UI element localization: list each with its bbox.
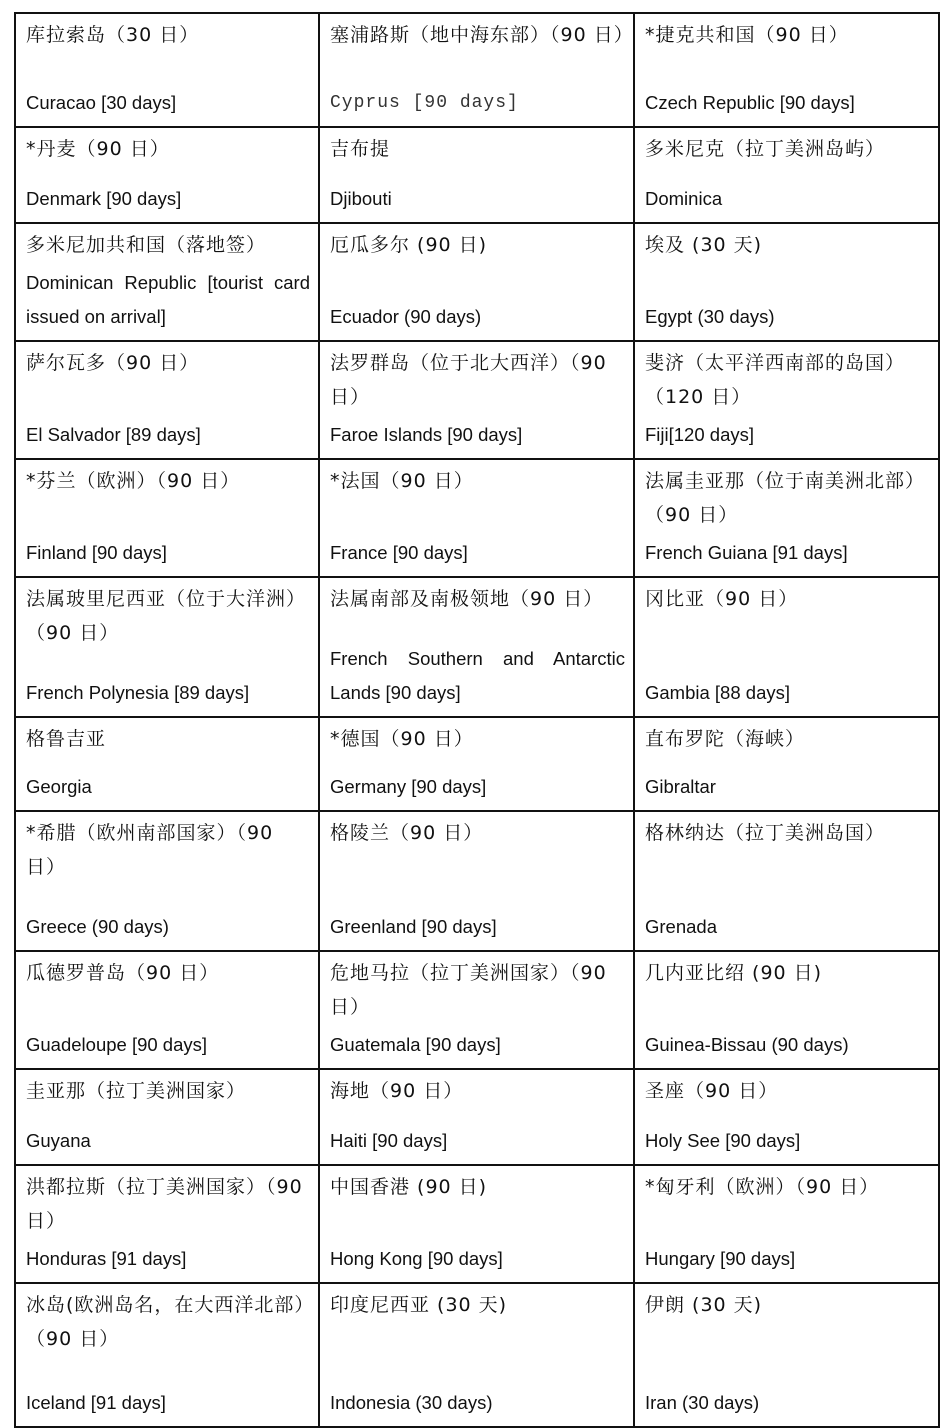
country-name-chinese: 洪都拉斯（拉丁美洲国家）（90 日） (26, 1176, 303, 1232)
country-name-chinese: 吉布提 (330, 138, 391, 160)
cell-content (635, 718, 938, 810)
table-row (15, 577, 939, 717)
country-name-chinese: 伊朗 (30 天) (645, 1294, 763, 1316)
cell-content (635, 14, 938, 126)
country-cell (634, 13, 939, 127)
country-cell (319, 951, 634, 1069)
country-cell (319, 1283, 634, 1427)
country-name-chinese: 埃及 (30 天) (645, 234, 763, 256)
table-row (15, 1069, 939, 1165)
country-name-english: French Southern and Antarctic Lands [90 days] (330, 648, 625, 703)
country-cell (319, 717, 634, 811)
country-name-english: Djibouti (330, 188, 392, 209)
table-body (15, 13, 939, 1427)
country-name-english: Guyana (26, 1130, 91, 1151)
country-cell (319, 127, 634, 223)
country-name-english: Denmark [90 days] (26, 188, 182, 209)
country-cell (319, 459, 634, 577)
table-row (15, 811, 939, 951)
cell-content (635, 460, 938, 576)
country-name-chinese: 多米尼克（拉丁美洲岛屿） (645, 138, 886, 160)
country-name-english: Egypt (30 days) (645, 306, 775, 327)
country-cell (634, 577, 939, 717)
cell-content (16, 460, 318, 576)
country-name-english: Guadeloupe [90 days] (26, 1034, 208, 1055)
country-name-chinese: 法属南部及南极领地（90 日） (330, 588, 604, 610)
country-cell (634, 127, 939, 223)
cell-content (635, 578, 938, 716)
country-name-english: Curacao [30 days] (26, 92, 177, 113)
country-name-chinese: *丹麦（90 日） (26, 138, 170, 160)
table-row (15, 1283, 939, 1427)
country-cell (15, 127, 319, 223)
country-cell (634, 717, 939, 811)
country-name-english: Hong Kong [90 days] (330, 1248, 503, 1269)
table-row (15, 341, 939, 459)
cell-content (320, 342, 633, 458)
cell-content (16, 1166, 318, 1282)
cell-content (635, 812, 938, 950)
country-cell (634, 223, 939, 341)
country-name-english: Faroe Islands [90 days] (330, 424, 523, 445)
country-name-chinese: 几内亚比绍 (90 日) (645, 962, 823, 984)
country-name-chinese: *法国（90 日） (330, 470, 474, 492)
cell-content (320, 812, 633, 950)
country-name-chinese: *芬兰（欧洲）（90 日） (26, 470, 241, 492)
country-name-english: Hungary [90 days] (645, 1248, 796, 1269)
cell-content (16, 718, 318, 810)
country-cell (319, 577, 634, 717)
country-name-chinese: 法属圭亚那（位于南美洲北部）（90 日） (645, 470, 926, 526)
country-name-chinese: 格鲁吉亚 (26, 728, 107, 750)
country-cell (634, 951, 939, 1069)
country-cell (15, 1069, 319, 1165)
country-cell (15, 811, 319, 951)
country-name-english: Georgia (26, 776, 92, 797)
country-cell (319, 341, 634, 459)
country-cell (15, 951, 319, 1069)
cell-content (320, 1070, 633, 1164)
country-name-chinese: *德国（90 日） (330, 728, 474, 750)
table-row (15, 717, 939, 811)
country-cell (634, 1165, 939, 1283)
cell-content (16, 812, 318, 950)
table-row (15, 1165, 939, 1283)
country-cell (15, 1283, 319, 1427)
cell-content (320, 224, 633, 340)
cell-content (635, 1166, 938, 1282)
country-cell (15, 13, 319, 127)
country-name-chinese: 斐济（太平洋西南部的岛国）（120 日） (645, 352, 906, 408)
country-name-chinese: 法罗群岛（位于北大西洋）（90 日） (330, 352, 607, 408)
country-name-chinese: 法属玻里尼西亚（位于大洋洲）（90 日） (26, 588, 307, 644)
visa-country-table (14, 12, 940, 1428)
country-cell (15, 459, 319, 577)
country-name-english: Holy See [90 days] (645, 1130, 801, 1151)
cell-content (320, 128, 633, 222)
country-name-english: Fiji[120 days] (645, 424, 754, 445)
country-cell (634, 1069, 939, 1165)
cell-content (635, 128, 938, 222)
country-cell (15, 577, 319, 717)
table-row (15, 127, 939, 223)
country-cell (15, 341, 319, 459)
cell-content (16, 342, 318, 458)
country-name-english: Guinea-Bissau (90 days) (645, 1034, 849, 1055)
country-name-chinese: *捷克共和国（90 日） (645, 24, 849, 46)
country-name-chinese: 印度尼西亚 (30 天) (330, 1294, 508, 1316)
cell-content (16, 578, 318, 716)
cell-content (16, 14, 318, 126)
country-name-english: Guatemala [90 days] (330, 1034, 501, 1055)
country-name-chinese: 格林纳达（拉丁美洲岛国） (645, 822, 886, 844)
cell-content (16, 128, 318, 222)
country-name-english: Ecuador (90 days) (330, 306, 482, 327)
country-name-english: Haiti [90 days] (330, 1130, 448, 1151)
country-cell (634, 341, 939, 459)
country-name-chinese: 中国香港 (90 日) (330, 1176, 488, 1198)
country-name-chinese: *匈牙利（欧洲）（90 日） (645, 1176, 880, 1198)
country-name-english: Czech Republic [90 days] (645, 92, 855, 113)
table-row (15, 459, 939, 577)
country-name-english: French Polynesia [89 days] (26, 682, 250, 703)
country-name-chinese: 海地（90 日） (330, 1080, 464, 1102)
cell-content (16, 224, 318, 340)
country-name-chinese: 库拉索岛（30 日） (26, 24, 200, 46)
country-name-chinese: 冈比亚（90 日） (645, 588, 799, 610)
country-name-chinese: 瓜德罗普岛（90 日） (26, 962, 220, 984)
country-name-english: Grenada (645, 916, 717, 937)
country-name-chinese: 冰岛(欧洲岛名，在大西洋北部）（90 日） (26, 1294, 305, 1350)
country-name-chinese: 直布罗陀（海峡） (645, 728, 806, 750)
country-name-chinese: 圭亚那（拉丁美洲国家） (26, 1080, 247, 1102)
table-row (15, 13, 939, 127)
cell-content (320, 718, 633, 810)
cell-content (320, 1166, 633, 1282)
country-name-english: Finland [90 days] (26, 542, 167, 563)
country-name-english: El Salvador [89 days] (26, 424, 201, 445)
country-cell (634, 811, 939, 951)
country-name-english: French Guiana [91 days] (645, 542, 848, 563)
cell-content (16, 1284, 318, 1426)
country-cell (319, 1069, 634, 1165)
country-cell (319, 13, 634, 127)
cell-content (635, 1070, 938, 1164)
cell-content (635, 1284, 938, 1426)
country-name-chinese: 多米尼加共和国（落地签） (26, 234, 267, 256)
country-name-english: Iceland [91 days] (26, 1392, 166, 1413)
country-cell (15, 223, 319, 341)
cell-content (635, 224, 938, 340)
country-cell (634, 459, 939, 577)
cell-content (320, 578, 633, 716)
country-name-english: Greece (90 days) (26, 916, 169, 937)
country-name-english: Dominican Republic [tourist card issued on arrival] (26, 272, 310, 327)
country-name-chinese: 圣座（90 日） (645, 1080, 779, 1102)
country-name-chinese: 危地马拉（拉丁美洲国家）（90 日） (330, 962, 607, 1018)
country-name-chinese: 厄瓜多尔 (90 日) (330, 234, 488, 256)
country-name-english: Cyprus [90 days] (330, 93, 519, 113)
country-name-chinese: 萨尔瓦多（90 日） (26, 352, 200, 374)
cell-content (635, 342, 938, 458)
country-name-english: Gambia [88 days] (645, 682, 790, 703)
country-name-english: Dominica (645, 188, 723, 209)
country-name-english: Greenland [90 days] (330, 916, 497, 937)
cell-content (320, 952, 633, 1068)
cell-content (320, 14, 633, 126)
country-cell (15, 1165, 319, 1283)
country-cell (319, 223, 634, 341)
country-name-english: Honduras [91 days] (26, 1248, 187, 1269)
cell-content (16, 1070, 318, 1164)
country-cell (15, 717, 319, 811)
table-row (15, 951, 939, 1069)
cell-content (16, 952, 318, 1068)
country-name-chinese: *希腊（欧州南部国家）（90 日） (26, 822, 274, 878)
country-cell (319, 1165, 634, 1283)
country-name-chinese: 格陵兰（90 日） (330, 822, 484, 844)
country-name-english: Indonesia (30 days) (330, 1392, 493, 1413)
table-row (15, 223, 939, 341)
country-name-english: Germany [90 days] (330, 776, 487, 797)
cell-content (320, 460, 633, 576)
country-name-chinese: 塞浦路斯（地中海东部）（90 日） (330, 24, 634, 46)
country-name-english: Gibraltar (645, 776, 716, 797)
cell-content (320, 1284, 633, 1426)
country-name-english: Iran (30 days) (645, 1392, 760, 1413)
country-name-english: France [90 days] (330, 542, 468, 563)
country-cell (634, 1283, 939, 1427)
country-cell (319, 811, 634, 951)
cell-content (635, 952, 938, 1068)
